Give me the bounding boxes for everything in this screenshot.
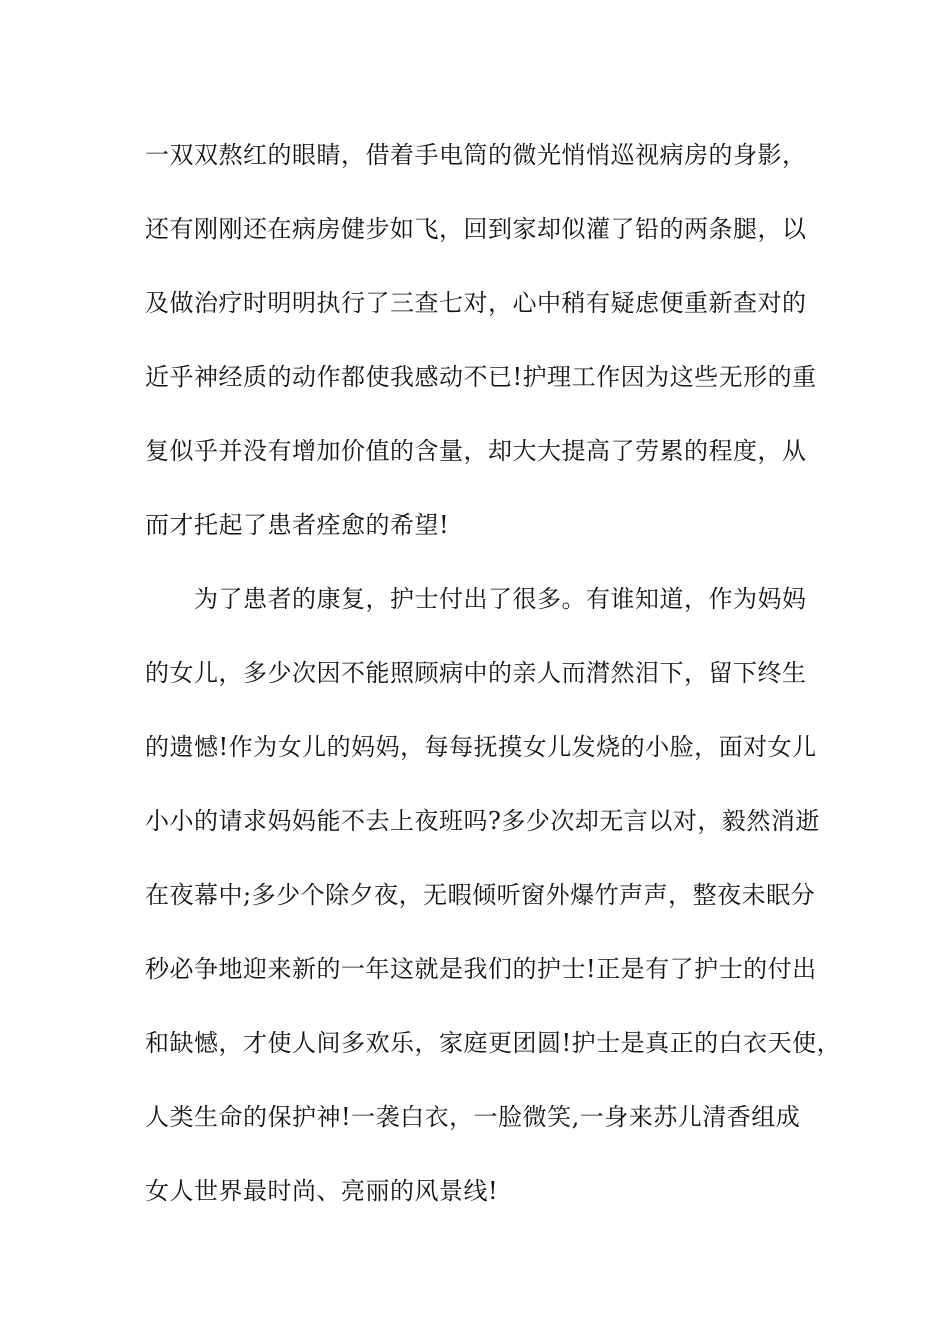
text-line: 还有刚刚还在病房健步如飞，回到家却似灌了铅的两条腿，以 [145, 215, 807, 243]
text-line: 秒必争地迎来新的一年这就是我们的护士!正是有了护士的付出 [145, 955, 817, 983]
text-line: 及做治疗时明明执行了三查七对，心中稍有疑虑便重新查对的 [145, 289, 807, 317]
text-line: 的女儿，多少次因不能照顾病中的亲人而潸然泪下，留下终生 [145, 659, 807, 687]
text-line: 和缺憾，才使人间多欢乐，家庭更团圆!护士是真正的白衣天使， [145, 1029, 842, 1057]
text-line: 而才托起了患者痊愈的希望! [145, 511, 450, 539]
text-line: 在夜幕中;多少个除夕夜，无暇倾听窗外爆竹声声，整夜未眠分 [145, 881, 816, 909]
text-line: 人类生命的保护神!一袭白衣，一脸微笑,一身来苏儿清香组成 [145, 1103, 801, 1131]
text-line: 复似乎并没有增加价值的含量，却大大提高了劳累的程度，从 [145, 437, 807, 465]
text-line: 近乎神经质的动作都使我感动不已!护理工作因为这些无形的重 [145, 363, 817, 391]
text-line: 的遗憾!作为女儿的妈妈，每每抚摸女儿发烧的小脸，面对女儿 [145, 733, 817, 761]
text-line: 为了患者的康复，护士付出了很多。有谁知道，作为妈妈 [145, 585, 807, 613]
text-line: 小小的请求妈妈能不去上夜班吗?多少次却无言以对，毅然消逝 [145, 807, 820, 835]
text-line: 女人世界最时尚、亮丽的风景线! [145, 1177, 499, 1205]
text-line: 一双双熬红的眼睛，借着手电筒的微光悄悄巡视病房的身影， [145, 141, 807, 169]
body-text [145, 132, 842, 1242]
